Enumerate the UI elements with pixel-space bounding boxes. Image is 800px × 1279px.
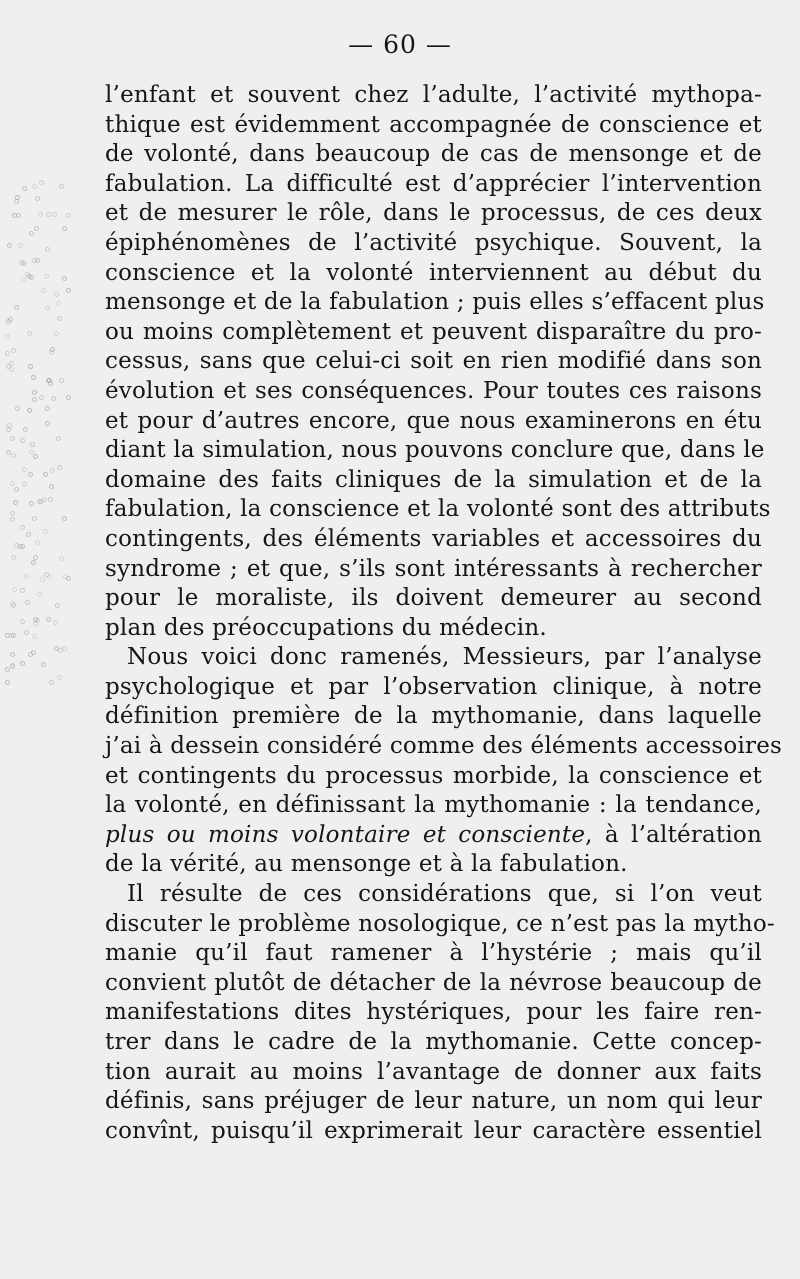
bleed-dot — [62, 276, 67, 281]
bleed-dot — [52, 212, 57, 217]
paragraph-2 — [105, 643, 783, 880]
bleed-dot — [7, 423, 12, 428]
bleed-dot — [18, 243, 23, 248]
bleed-dot — [41, 662, 46, 667]
paragraph-3 — [105, 880, 775, 1146]
bleed-dot — [56, 301, 61, 306]
bleed-dot — [11, 453, 16, 458]
bleed-dot — [45, 247, 50, 252]
text-line: convient plutôt de détacher de la névrose beaucoup de — [105, 969, 762, 996]
bleed-dot — [25, 600, 30, 605]
bleed-dot — [38, 212, 43, 217]
bleed-dot — [57, 316, 62, 321]
bleed-dot — [32, 258, 37, 263]
text-line: manie qu’il faut ramener à l’hystérie ; mais qu’il — [105, 940, 762, 967]
bleed-dot — [10, 652, 15, 657]
bleed-dot — [40, 577, 45, 582]
text-line: de volonté, dans beaucoup de cas de mensonge et de — [105, 141, 762, 168]
bleed-dot — [32, 397, 37, 402]
bleed-dot — [49, 680, 54, 685]
text-line: tion aurait au moins l’avantage de donner aux faits — [105, 1058, 762, 1085]
text-line: Nous voici donc ramenés, Messieurs, par l’analyse — [127, 644, 762, 671]
text-line: cessus, sans que celui-ci soit en rien modifié dans son — [105, 348, 762, 375]
bleed-dot — [32, 390, 37, 395]
bleed-dot — [16, 213, 21, 218]
bleed-dot — [5, 633, 10, 638]
bleed-dot — [20, 525, 25, 530]
text-after-italic: , à l’altération — [585, 821, 762, 848]
bleed-dot — [31, 375, 36, 380]
bleed-dot — [41, 288, 46, 293]
bleed-dot — [28, 472, 33, 477]
bleed-dot — [37, 499, 42, 504]
bleed-dot — [27, 331, 32, 336]
text-line: définition première de la mythomanie, dans laquelle — [105, 703, 762, 730]
bleed-dot — [57, 465, 62, 470]
bleed-dot — [43, 472, 48, 477]
bleed-dot — [32, 184, 37, 189]
bleed-dot — [45, 406, 50, 411]
bleed-dot — [14, 305, 19, 310]
bleed-dot — [62, 226, 67, 231]
text-line: et de mesurer le rôle, dans le processus, de ces deux — [105, 200, 762, 227]
bleed-dot — [5, 680, 10, 685]
bleed-dot — [32, 634, 37, 639]
bleed-dot — [10, 436, 15, 441]
bleed-dot — [59, 184, 64, 189]
bleed-dot — [21, 261, 26, 266]
bleed-dot — [30, 442, 35, 447]
bleed-dot — [45, 306, 50, 311]
bleed-dot — [66, 288, 71, 293]
bleed-dot — [35, 196, 40, 201]
bleed-dot — [29, 231, 34, 236]
bleed-dot — [56, 436, 61, 441]
bleed-dot — [14, 487, 19, 492]
bleed-dot — [15, 406, 20, 411]
bleed-dot — [24, 574, 29, 579]
bleed-dot — [5, 667, 10, 672]
text-line: conscience et la volonté interviennent au début du — [105, 259, 762, 286]
bleed-dot — [49, 350, 54, 355]
bleed-dot — [7, 243, 12, 248]
bleed-dot — [32, 516, 37, 521]
bleed-dot — [66, 395, 71, 400]
bleed-dot — [22, 186, 27, 191]
bleed-dot — [13, 500, 18, 505]
text-line: convînt, puisqu’il exprimerait leur caractère essentiel — [105, 1117, 762, 1144]
bleed-dot — [22, 467, 27, 472]
text-line: de la vérité, au mensonge et à la fabulation. — [105, 851, 628, 878]
text-line: définis, sans préjuger de leur nature, un nom qui leur — [105, 1088, 762, 1115]
bleed-dot — [35, 618, 40, 623]
bleed-dot — [29, 501, 34, 506]
bleed-dot — [23, 427, 28, 432]
text-line: l’enfant et souvent chez l’adulte, l’activité mythopa- — [105, 82, 762, 108]
bleed-dot — [34, 226, 39, 231]
body-text — [105, 81, 783, 1146]
text-line: manifestations dites hystériques, pour les faire ren- — [105, 999, 762, 1026]
text-line: et pour d’autres encore, que nous examinerons en étu — [105, 407, 762, 434]
text-line: contingents, des éléments variables et accessoires du — [105, 525, 762, 552]
text-line: pour le moraliste, ils doivent demeurer au second — [105, 585, 762, 612]
bleed-dot — [18, 544, 23, 549]
bleed-dot — [47, 575, 52, 580]
bleed-dot — [31, 560, 36, 565]
bleed-dot — [10, 664, 15, 669]
bleed-dot — [11, 603, 16, 608]
text-line: et contingents du processus morbide, la conscience et — [105, 762, 762, 789]
paragraph-1 — [105, 81, 771, 643]
bleed-dot — [24, 630, 29, 635]
bleed-dot — [27, 274, 32, 279]
bleed-dot — [15, 195, 20, 200]
bleed-dot — [54, 292, 59, 297]
bleed-dot — [35, 540, 40, 545]
bleed-dot — [22, 482, 27, 487]
text-line: domaine des faits cliniques de la simulation et de la — [105, 466, 762, 493]
bleed-dot — [45, 421, 50, 426]
bleed-dot — [5, 351, 10, 356]
bleed-dot — [33, 454, 38, 459]
bleed-dot — [21, 277, 26, 282]
text-line: plan des préoccupations du médecin. — [105, 614, 547, 641]
text-line: psychologique et par l’observation clinique, à notre — [105, 673, 762, 700]
text-line: ou moins complètement et peuvent disparaître du pro- — [105, 318, 762, 345]
bleed-dot — [44, 274, 49, 279]
bleed-dot — [20, 438, 25, 443]
bleed-dot — [11, 348, 16, 353]
text-line: Il résulte de ces considérations que, si l’on veut — [127, 881, 762, 908]
bleed-dot — [20, 619, 25, 624]
bleed-dot — [20, 661, 25, 666]
bleed-dot — [10, 511, 15, 516]
bleed-dot — [63, 574, 68, 579]
bleed-dot — [5, 334, 10, 339]
bleed-dot — [8, 317, 13, 322]
bleed-dot — [48, 497, 53, 502]
bleed-dot — [46, 212, 51, 217]
text-line: trer dans le cadre de la mythomanie. Cette concep- — [105, 1029, 762, 1055]
bleed-dot — [55, 603, 60, 608]
text-line: épiphénomènes de l’activité psychique. Souvent, la — [105, 229, 762, 256]
text-line: fabulation, la conscience et la volonté sont des attributs — [105, 496, 771, 523]
bleed-dot — [20, 588, 25, 593]
text-line: fabulation. La difficulté est d’apprécier l’intervention — [105, 170, 762, 197]
page-number: — 60 — — [348, 30, 452, 59]
bleed-dot — [12, 587, 17, 592]
bleed-dot — [48, 381, 53, 386]
text-line: discuter le problème nosologique, ce n’est pas la mytho- — [105, 910, 775, 937]
bleed-dot — [53, 620, 58, 625]
text-line: thique est évidemment accompagnée de conscience et — [105, 111, 762, 138]
text-line: évolution et ses conséquences. Pour toutes ces raisons — [105, 377, 762, 404]
bleed-dot — [26, 532, 31, 537]
bleed-dot — [39, 395, 44, 400]
bleed-dot — [27, 408, 32, 413]
bleed-dot — [59, 378, 64, 383]
bleed-dot — [62, 516, 67, 521]
bleed-dot — [51, 396, 56, 401]
text-line: j’ai à dessein considéré comme des éléments accessoires — [105, 733, 783, 760]
text-line-with-italic — [105, 821, 762, 851]
bleed-dot — [28, 652, 33, 657]
bleed-dot — [6, 364, 11, 369]
bleed-dot — [46, 617, 51, 622]
bleed-dot — [50, 468, 55, 473]
bleed-dot — [10, 481, 15, 486]
text-line: diant la simulation, nous pouvons conclure que, dans le — [105, 437, 765, 464]
bleed-dot — [57, 675, 62, 680]
bleed-dot — [28, 364, 33, 369]
bleed-dot — [43, 529, 48, 534]
bleed-dot — [10, 517, 15, 522]
bleed-dot — [39, 180, 44, 185]
bleed-dot — [54, 646, 59, 651]
text-line: la volonté, en définissant la mythomanie : la tendance, — [105, 792, 762, 819]
bleed-dot — [49, 484, 54, 489]
bleed-dot — [29, 450, 34, 455]
bleed-dot — [11, 555, 16, 560]
text-line: syndrome ; et que, s’ils sont intéressants à rechercher — [105, 555, 762, 582]
bleed-dot — [54, 331, 59, 336]
italic-phrase: plus ou moins volontaire et consciente — [105, 821, 586, 848]
show-through-ornament — [0, 180, 80, 700]
bleed-dot — [66, 213, 71, 218]
bleed-dot — [37, 592, 42, 597]
text-line: mensonge et de la fabulation ; puis elles s’effacent plus — [105, 289, 765, 316]
bleed-dot — [59, 556, 64, 561]
